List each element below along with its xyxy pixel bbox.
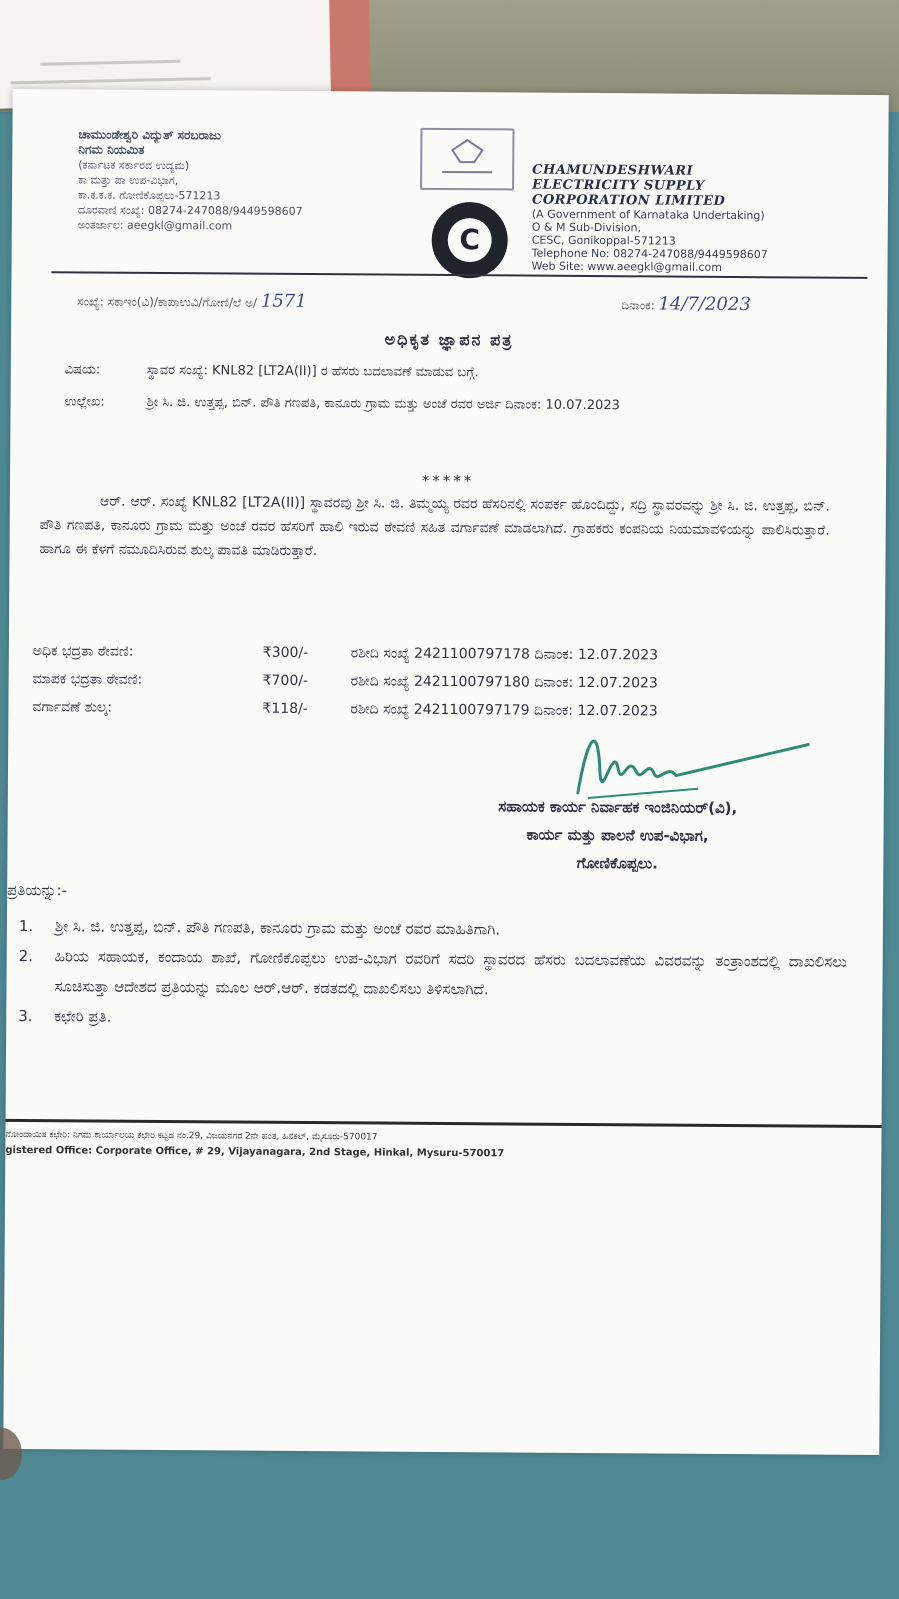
fee-receipt: ರಶೀದಿ ಸಂಖ್ಯೆ 2421100797179 ದಿನಾಂಕ: 12.07.2023 [350, 701, 658, 720]
company-name: CORPORATION LIMITED [531, 192, 726, 209]
reference-note-label: ಉಲ್ಲೇಖ: [64, 394, 105, 410]
emblem-stamp [420, 128, 514, 191]
background-file [329, 0, 371, 98]
fee-amount: ₹700/- [262, 672, 309, 690]
reference-handwritten: 1571 [260, 290, 307, 313]
body-paragraph: ಆರ್. ಆರ್. ಸಂಖ್ಯೆ KNL82 [LT2A(II)] ಸ್ಥಾವರವು ಶ್ರೀ ಸಿ. ಜಿ. ತಿಮ್ಮಯ್ಯ ರವರ ಹೆಸರಿನಲ್ಲಿ ಸಂಪರ್ಕ ಹೊಂದಿದ್ದು, ಸದ್ರಿ ಸ್ಥಾವರವನ್ನು ಶ್ರೀ ಸಿ. ಜಿ. ಉತ್ತಪ್ಪ, ಬಿನ್. ಪೌತಿ ಗಣಪತಿ, ಕಾನೂರು ಗ್ರಾಮ ಮತ್ತು ಅಂಚೆ ರವರ ಹೆಸರಿಗೆ ಹಾಲಿ ಇರುವ ಠೇವಣಿ ಸಹಿತ ವರ್ಗಾವಣೆ ಮಾಡಲಾಗಿದೆ. ಗ್ರಾಹಕರು ಕಂಪನಿಯ ನಿಯಮಾವಳಿಯನ್ನು ಪಾಲಿಸಿರುತ್ತಾರೆ. ಹಾಗೂ ಈ ಕೆಳಗೆ ನಮೂದಿಸಿರುವ ಶುಲ್ಕ ಪಾವತಿ ಮಾಡಿರುತ್ತಾರೆ. [39, 493, 830, 560]
date-label: ದಿನಾಂಕ: [621, 298, 655, 313]
letter-date [621, 293, 751, 315]
signatory-line: ಗೋಣಿಕೊಪ್ಪಲು. [576, 853, 658, 873]
date-handwritten: 14/7/2023 [658, 293, 751, 316]
document-title: ಅಧಿಕೃತ ಜ್ಞಾಪನ ಪತ್ರ [384, 329, 514, 350]
copy-item [18, 941, 846, 1007]
letterhead-line: ನಿಗಮ ನಿಯಮಿತ [78, 142, 145, 157]
signatory-line: ಕಾರ್ಯ ಮತ್ತು ಪಾಲನೆ ಉಪ-ವಿಭಾಗ, [526, 825, 709, 845]
letterhead-line: (ಕರ್ನಾಟಕ ಸರ್ಕಾರದ ಉದ್ಯಮ) [78, 158, 190, 173]
separator-stars: ***** [421, 471, 475, 491]
reference-number [77, 289, 307, 312]
letterhead-line: Telephone No: 08274-247088/9449598607 [531, 246, 768, 262]
copy-item [18, 1001, 846, 1037]
document-page [3, 89, 888, 1455]
company-name: CHAMUNDESHWARI [532, 162, 694, 179]
signatory-line: ಸಹಾಯಕ ಕಾರ್ಯ ನಿರ್ವಾಹಕ ಇಂಜಿನಿಯರ್(ವಿ), [498, 797, 738, 818]
footer-english: gistered Office: Corporate Office, # 29, Vijayanagara, 2nd Stage, Hinkal, Mysuru-570017 [5, 1144, 505, 1160]
footer-divider [6, 1119, 882, 1128]
copy-number: 1. [18, 917, 34, 936]
fee-receipt: ರಶೀದಿ ಸಂಖ್ಯೆ 2421100797178 ದಿನಾಂಕ: 12.07.2023 [350, 645, 659, 664]
subject-label: ವಿಷಯ: [64, 362, 101, 378]
fee-label: ವರ್ಗಾವಣೆ ಶುಲ್ಕ: [32, 699, 113, 716]
subject-text: ಸ್ಥಾವರ ಸಂಖ್ಯೆ: KNL82 [LT2A(II)] ರ ಹೆಸರು ಬದಲಾವಣೆ ಮಾಡುವ ಬಗ್ಗೆ. [146, 362, 479, 381]
copy-number: 3. [18, 1007, 33, 1026]
fee-receipt: ರಶೀದಿ ಸಂಖ್ಯೆ 2421100797180 ದಿನಾಂಕ: 12.07.2023 [350, 673, 658, 692]
fee-label: ಅಧಿಕ ಭದ್ರತಾ ಠೇವಣಿ: [32, 643, 134, 660]
letterhead-line: CESC, Gonikoppal-571213 [531, 233, 676, 248]
letterhead-line: (A Government of Karnataka Undertaking) [531, 207, 765, 223]
company-name: ELECTRICITY SUPPLY [532, 177, 705, 194]
footer [5, 1127, 881, 1165]
copy-number: 2. [18, 947, 34, 966]
cesc-logo-icon: C [431, 202, 508, 279]
reference-note-text: ಶ್ರೀ ಸಿ. ಜಿ. ಉತ್ತಪ್ಪ, ಬಿನ್. ಪೌತಿ ಗಣಪತಿ, ಕಾನೂರು ಗ್ರಾಮ ಮತ್ತು ಅಂಚೆ ರವರ ಅರ್ಜಿ ದಿನಾಂಕ: 10.07.2023 [146, 394, 620, 414]
fee-amount: ₹300/- [262, 644, 309, 662]
copy-text: ಕಛೇರಿ ಪ್ರತಿ. [54, 1007, 112, 1026]
signatory-block [397, 792, 838, 879]
letterhead-line: O & M Sub-Division, [531, 220, 642, 235]
copies-heading: ಪ್ರತಿಯನ್ನು:- [7, 880, 68, 900]
fee-label: ಮಾಪಕ ಭದ್ರತಾ ಠೇವಣಿ: [32, 671, 143, 688]
subject-block [64, 359, 784, 428]
copy-distribution [6, 875, 847, 1037]
letterhead-line: ಕಾ ಮತ್ತು ಪಾ ಉಪ-ವಿಭಾಗ, [78, 173, 179, 188]
copy-text: ಶ್ರೀ ಸಿ. ಜಿ. ಉತ್ತಪ್ಪ, ಬಿನ್. ಪೌತಿ ಗಣಪತಿ, ಕಾನೂರು ಗ್ರಾಮ ಮತ್ತು ಅಂಚೆ ರವರ ಮಾಹಿತಿಗಾಗಿ. [54, 917, 501, 939]
copy-text: ಹಿರಿಯ ಸಹಾಯಕ, ಕಂದಾಯ ಶಾಖೆ, ಗೋಣಿಕೊಪ್ಪಲು ಉಪ-ವಿಭಾಗ ರವರಿಗೆ ಸದರಿ ಸ್ಥಾವರದ ಹೆಸರು ಬದಲಾವಣೆಯ ವಿವರವನ್ನು ತಂತ್ರಾಂಶದಲ್ಲಿ ದಾಖಲಿಸಲು ಸೂಚಿಸುತ್ತಾ ಆದೇಶದ ಪ್ರತಿಯನ್ನು ಮೂಲ ಆರ್.ಆರ್. ಕಡತದಲ್ಲಿ ದಾಖಲಿಸಲು ತಿಳಿಸಲಾಗಿದೆ. [54, 947, 847, 999]
reference-label: ಸಂಖ್ಯೆ: ಸಕಾಇಂ(ವಿ)/ಕಾಪಾಉವಿ/ಗೋಣಿ/ಲೆ ಅ/ [77, 294, 258, 310]
letterhead-line: ದೂರವಾಣಿ ಸಂಖ್ಯೆ: 08274-247088/9449598607 [77, 203, 303, 218]
kannada-letterhead [78, 127, 419, 234]
english-letterhead [531, 163, 872, 275]
letterhead-line: ಕಾ.ಕ.ಕ.ಕ. ಗೋಣಿಕೊಪ್ಪಲು-571213 [77, 188, 221, 203]
letterhead-line: Web Site: www.aeegkl@gmail.com [531, 259, 723, 274]
letterhead-line: ಅಂತರ್ಜಾಲ: aeegkl@gmail.com [77, 218, 233, 233]
footer-kannada: ನೋಂದಾಯಿತ ಕಛೇರಿ: ನಿಗಮ ಕಾರ್ಯಾಲಯ ಕಛೇರಿ ಕಟ್ಟಡ ನಂ.29, ವಿಜಯನಗರ 2ನೇ ಹಂತ, ಹಿನಕಲ್, ಮೈಸೂರು-570017 [5, 1129, 378, 1143]
letterhead-line: ಚಾಮುಂಡೇಶ್ವರಿ ವಿದ್ಯುತ್ ಸರಬರಾಜು [78, 127, 221, 143]
fee-amount: ₹118/- [262, 700, 308, 718]
